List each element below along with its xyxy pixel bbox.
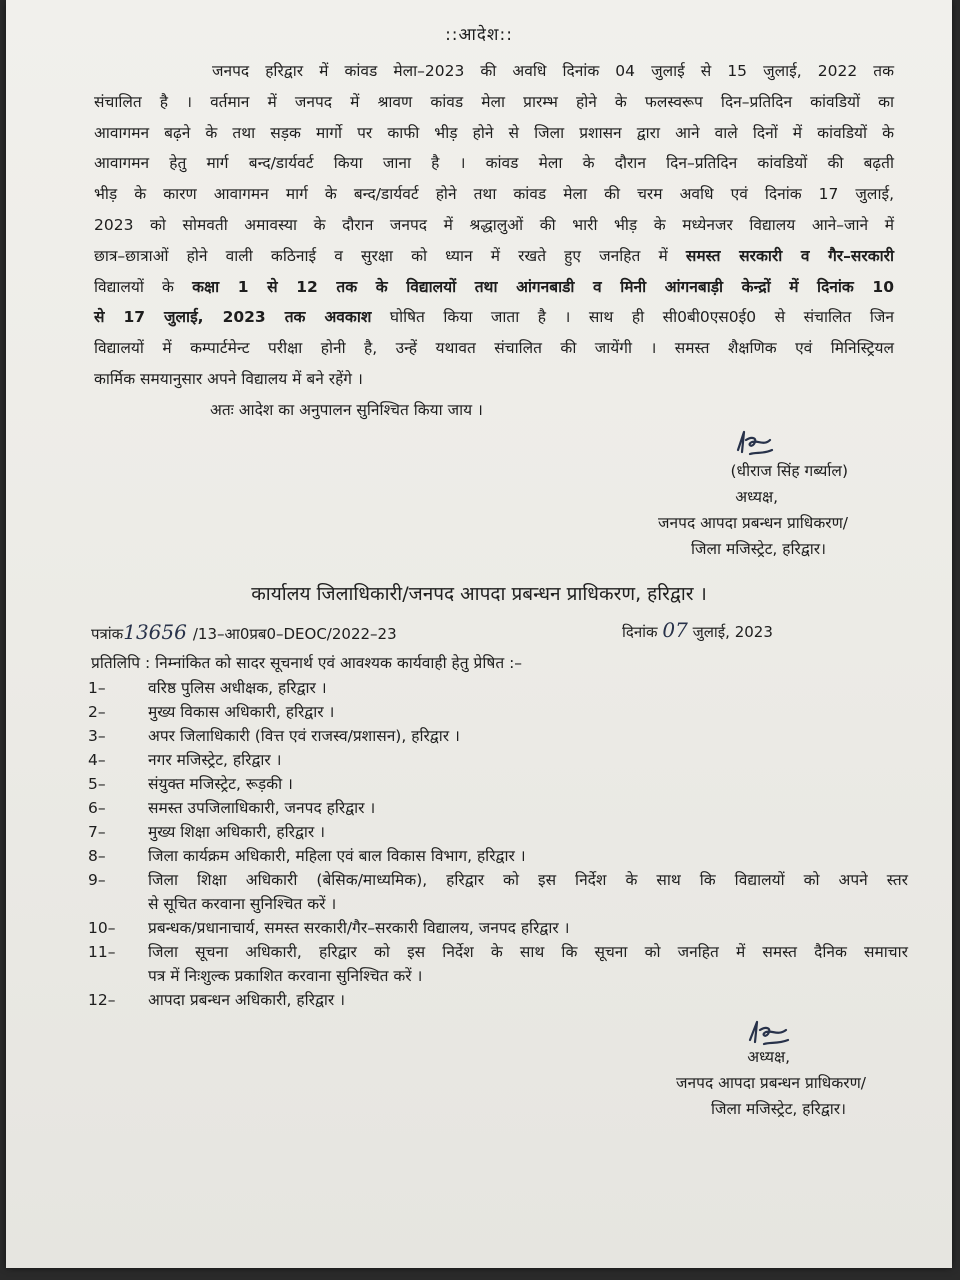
item-text: जिला कार्यक्रम अधिकारी, महिला एवं बाल विकास विभाग, हरिद्वार ।	[148, 847, 526, 865]
paragraph-text: छात्र–छात्राओं होने वाली कठिनाई व सुरक्षा को ध्यान में रखते हुए जनहित में	[94, 246, 668, 265]
item-number: 3–	[88, 727, 106, 745]
order-title: ::आदेश::	[445, 25, 513, 45]
date-label: दिनांक	[622, 623, 658, 641]
paragraph-text: विद्यालयों के	[94, 277, 174, 296]
paragraph-line: जनपद हरिद्वार में कांवड मेला–2023 की अवधि दिनांक 04 जुलाई से 15 जुलाई, 2022 तक	[212, 62, 894, 80]
list-item	[88, 676, 918, 700]
signatory-office: जिला मजिस्ट्रेट, हरिद्वार।	[691, 540, 826, 558]
item-number: 10–	[88, 919, 116, 937]
list-item-continuation	[88, 964, 918, 988]
signatory-authority: जनपद आपदा प्रबन्धन प्राधिकरण/	[676, 1074, 866, 1092]
item-text: आपदा प्रबन्धन अधिकारी, हरिद्वार ।	[148, 991, 346, 1009]
item-text: अपर जिलाधिकारी (वित्त एवं राजस्व/प्रशासन), हरिद्वार ।	[148, 727, 460, 745]
item-number: 1–	[88, 679, 106, 697]
office-header: कार्यालय जिलाधिकारी/जनपद आपदा प्रबन्धन प्राधिकरण, हरिद्वार ।	[251, 583, 707, 605]
paragraph-bold-text: समस्त सरकारी व गैर–सरकारी	[685, 246, 894, 265]
item-number: 6–	[88, 799, 106, 817]
paragraph-line	[94, 241, 894, 272]
signature-block	[566, 1044, 866, 1122]
closing-line: अतः आदेश का अनुपालन सुनिश्चित किया जाय ।	[210, 401, 483, 419]
signatory-authority: जनपद आपदा प्रबन्धन प्राधिकरण/	[658, 514, 848, 532]
signature-mark	[732, 428, 778, 462]
item-text: से सूचित करवाना सुनिश्चित करें ।	[148, 895, 337, 913]
paragraph-line	[94, 272, 894, 303]
paragraph-bold-text: से 17 जुलाई, 2023 तक अवकाश	[94, 308, 372, 327]
handwritten-reference-number: 13656	[123, 620, 187, 644]
list-item	[88, 700, 918, 724]
item-text: मुख्य शिक्षा अधिकारी, हरिद्वार ।	[148, 823, 326, 841]
paragraph-line	[94, 302, 894, 333]
list-item	[88, 820, 918, 844]
handwritten-day: 07	[662, 618, 688, 642]
list-item	[88, 724, 918, 748]
signatory-office: जिला मजिस्ट्रेट, हरिद्वार।	[711, 1100, 846, 1118]
list-item	[88, 988, 918, 1012]
item-text: नगर मजिस्ट्रेट, हरिद्वार ।	[148, 751, 282, 769]
item-number: 2–	[88, 703, 106, 721]
signatory-name: (धीराज सिंह गर्ब्याल)	[730, 462, 848, 480]
item-number: 7–	[88, 823, 106, 841]
list-item	[88, 916, 918, 940]
reference-suffix: /13–आ0प्रब0–DEOC/2022–23	[192, 625, 397, 643]
document-page	[6, 0, 952, 1268]
list-item	[88, 772, 918, 796]
paragraph-bold-text: कक्षा 1 से 12 तक के विद्यालयों तथा आंगनबाडी व मिनी आंगनबाड़ी केन्द्रों में दिनांक 10	[192, 277, 894, 296]
date-suffix: जुलाई, 2023	[692, 623, 773, 641]
item-text: वरिष्ठ पुलिस अधीक्षक, हरिद्वार ।	[148, 679, 327, 697]
item-text: पत्र में निःशुल्क प्रकाशित करवाना सुनिश्चित करें ।	[148, 967, 423, 985]
paragraph-line: विद्यालयों में कम्पार्टमेन्ट परीक्षा होनी है, उन्हें यथावत संचालित की जायेंगी । समस्त शैक्षणिक एवं मिनिस्ट्रियल	[94, 339, 894, 358]
item-number: 5–	[88, 775, 106, 793]
paragraph-line: आवागमन हेतु मार्ग बन्द/डार्यवर्ट किया जाना है । कांवड मेला के दौरान दिन–प्रतिदिन कांवडियों की बढ़ती	[94, 154, 894, 173]
copy-line: प्रतिलिपि : निम्नांकित को सादर सूचनार्थ एवं आवश्यक कार्यवाही हेतु प्रेषित :–	[91, 654, 523, 672]
paragraph-line: संचालित है । वर्तमान में जनपद में श्रावण कांवड मेला प्रारम्भ होने के फलस्वरूप दिन–प्रतिदिन कांवडियों का	[94, 92, 894, 111]
item-text: संयुक्त मजिस्ट्रेट, रूड़की ।	[148, 775, 293, 793]
paragraph-line: कार्मिक समयानुसार अपने विद्यालय में बने रहेंगे ।	[94, 369, 363, 388]
item-number: 11–	[88, 943, 116, 961]
paragraph-text: घोषित किया जाता है । साथ ही सी0बी0एस0ई0 से संचालित जिन	[389, 308, 894, 327]
recipient-list	[88, 676, 918, 1012]
order-paragraph	[94, 56, 894, 395]
reference-label: पत्रांक	[91, 625, 124, 643]
date-line	[622, 618, 773, 642]
list-item	[88, 940, 918, 964]
item-text: समस्त उपजिलाधिकारी, जनपद हरिद्वार ।	[148, 799, 376, 817]
list-item	[88, 844, 918, 868]
item-text: मुख्य विकास अधिकारी, हरिद्वार ।	[148, 703, 335, 721]
paragraph-line: आवागमन बढ़ने के तथा सड़क मार्गो पर काफी भीड़ होने से जिला प्रशासन द्वारा आने वाले दिनों में कांवडियों के	[94, 123, 894, 142]
list-item	[88, 796, 918, 820]
list-item	[88, 748, 918, 772]
item-number: 4–	[88, 751, 106, 769]
signature-block	[566, 458, 848, 562]
item-text: जिला शिक्षा अधिकारी (बेसिक/माध्यमिक), हरिद्वार को इस निर्देश के साथ कि विद्यालयों को अपने स्तर	[148, 871, 908, 889]
item-text: जिला सूचना अधिकारी, हरिद्वार को इस निर्देश के साथ कि सूचना को जनहित में समस्त दैनिक समाचार	[148, 943, 908, 961]
reference-line	[91, 620, 397, 644]
paragraph-line: भीड़ के कारण आवागमन मार्ग के बन्द/डार्यवर्ट होने तथा कांवड मेला की चरम अवधि एवं दिनांक 17 जुलाई,	[94, 185, 894, 204]
item-number: 12–	[88, 991, 116, 1009]
item-number: 8–	[88, 847, 106, 865]
signatory-designation: अध्यक्ष,	[735, 488, 778, 506]
item-number: 9–	[88, 871, 106, 889]
paragraph-line: 2023 को सोमवती अमावस्या के दौरान जनपद में श्रद्धालुओं की भारी भीड़ के मध्येनजर विद्यालय आने–जाने में	[94, 215, 894, 234]
list-item	[88, 868, 918, 892]
item-text: प्रबन्धक/प्रधानाचार्य, समस्त सरकारी/गैर–सरकारी विद्यालय, जनपद हरिद्वार ।	[148, 919, 570, 937]
signatory-designation: अध्यक्ष,	[747, 1048, 790, 1066]
list-item-continuation	[88, 892, 918, 916]
